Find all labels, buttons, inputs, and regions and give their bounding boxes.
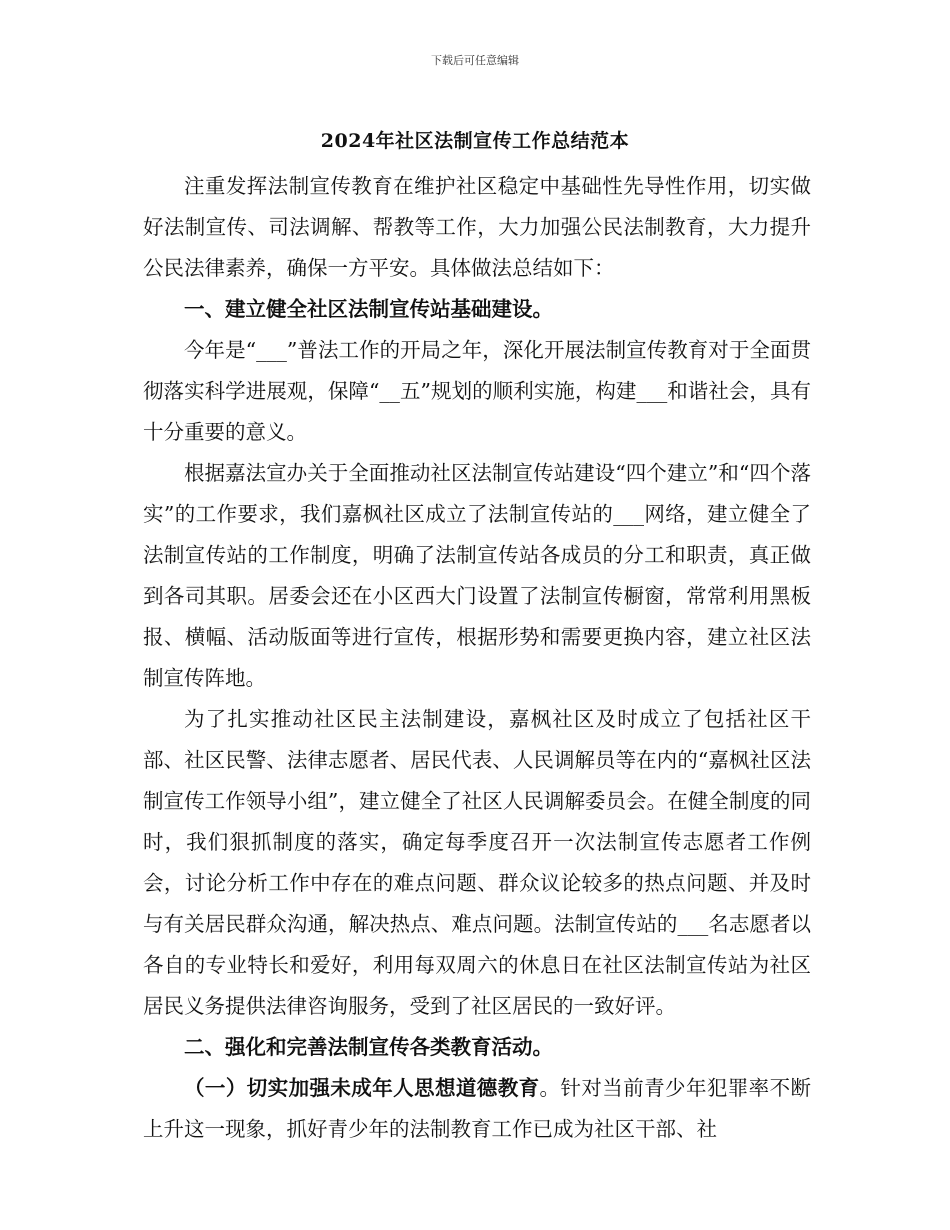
document-body [143,166,811,1150]
body-paragraph: 为了扎实推动社区民主法制建设，嘉枫社区及时成立了包括社区干部、社区民警、法律志愿者、居民代表、人民调解员等在内的“嘉枫社区法制宣传工作领导小组”，建立健全了社区人民调解委员会。在健全制度的同时，我们狠抓制度的落实，确定每季度召开一次法制宣传志愿者工作例会，讨论分析工作中存在的难点问题、群众议论较多的热点问题、并及时与有关居民群众沟通，解决热点、难点问题。法制宣传站的___名志愿者以各自的专业特长和爱好，利用每双周六的休息日在社区法制宣传站为社区居民义务提供法律咨询服务，受到了社区居民的一致好评。 [143,707,811,1018]
page-header-note: 下载后可任意编辑 [431,54,519,67]
section-heading-1: 一、建立健全社区法制宣传站基础建设。 [184,297,553,321]
subsection-heading-1: （一）切实加强未成年人思想道德教育 [184,1076,540,1100]
subsection-paragraph [143,1068,811,1150]
document-title: 2024年社区法制宣传工作总结范本 [320,130,630,152]
body-paragraph: 今年是“___”普法工作的开局之年，深化开展法制宣传教育对于全面贯彻落实科学进展观，保障“__五”规划的顺利实施，构建___和谐社会，具有十分重要的意义。 [143,338,811,444]
body-paragraph: 根据嘉法宣办关于全面推动社区法制宣传站建设“四个建立”和“四个落实”的工作要求，我们嘉枫社区成立了法制宣传站的___网络，建立健全了法制宣传站的工作制度，明确了法制宣传站各成员的分工和职责，真正做到各司其职。居委会还在小区西大门设置了法制宣传橱窗，常常利用黑板报、横幅、活动版面等进行宣传，根据形势和需要更换内容，建立社区法制宣传阵地。 [143,461,811,690]
intro-paragraph: 注重发挥法制宣传教育在维护社区稳定中基础性先导性作用，切实做好法制宣传、司法调解、帮教等工作，大力加强公民法制教育，大力提升公民法律素养，确保一方平安。具体做法总结如下： [143,174,811,280]
section-heading-2: 二、强化和完善法制宣传各类教育活动。 [184,1035,553,1059]
subsection-text: 。针对当前青少年犯罪率不断上升这一现象，抓好青少年的法制教育工作已成为社区干部、社 [143,1076,812,1141]
